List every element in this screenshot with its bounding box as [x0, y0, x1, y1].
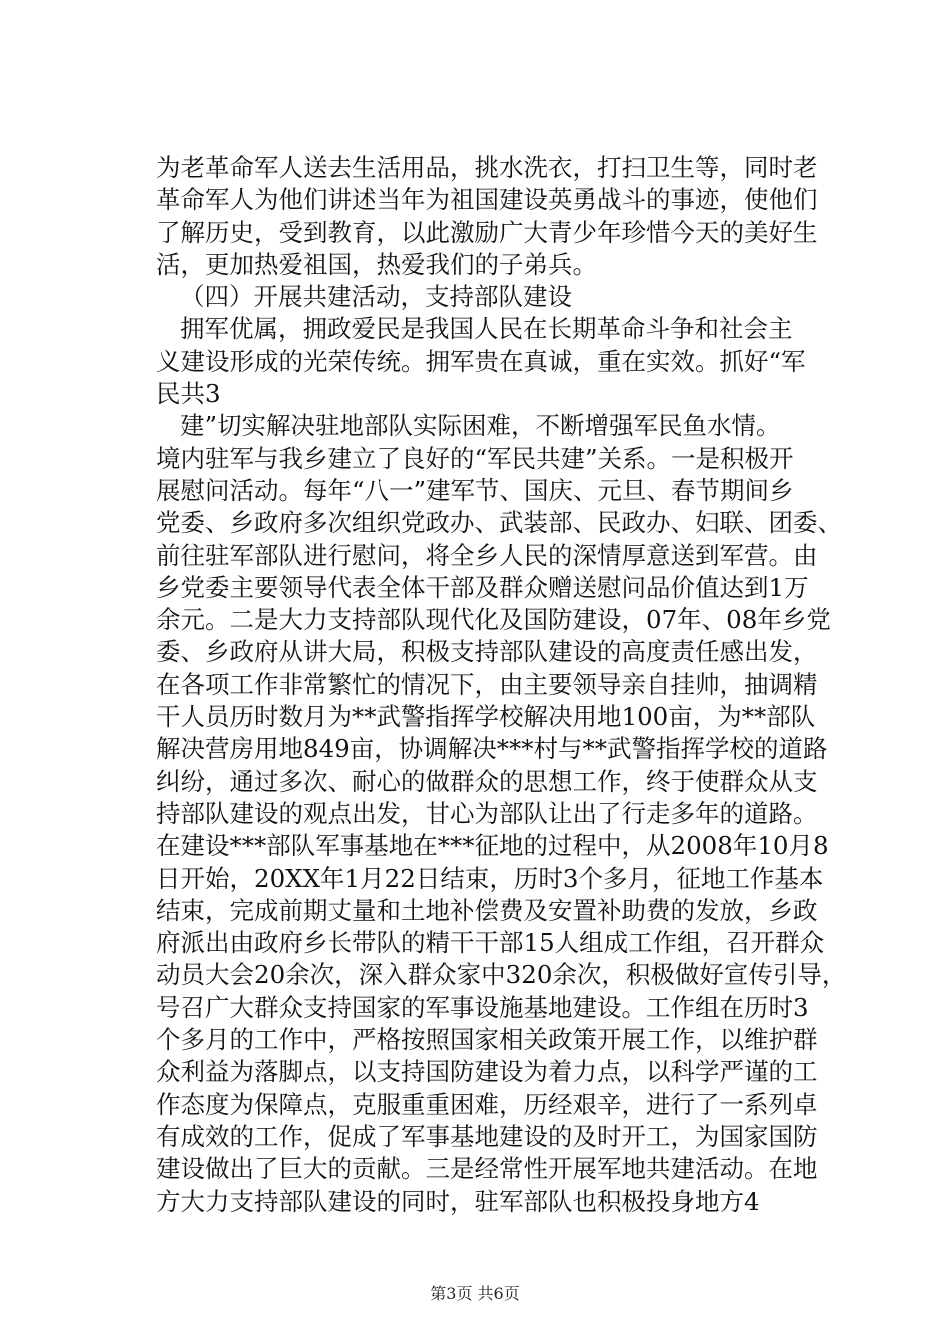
- text-line: 号召广大群众支持国家的军事设施基地建设。工作组在历时3: [156, 992, 809, 1022]
- page-footer: 第3页 共6页: [430, 1284, 520, 1303]
- text-line: 持部队建设的观点出发，甘心为部队让出了行走多年的道路。: [156, 798, 818, 828]
- text-line: 在建设***部队军事基地在***征地的过程中，从2008年10月8: [156, 831, 829, 861]
- text-line: 府派出由政府乡长带队的精干干部15人组成工作组，召开群众: [156, 928, 825, 958]
- text-line: 动员大会20余次，深入群众家中320余次，积极做好宣传引导，: [156, 960, 847, 990]
- text-line: 了解历史，受到教育，以此激励广大青少年珍惜今天的美好生: [156, 217, 818, 247]
- text-line: 乡党委主要领导代表全体干部及群众赠送慰问品价值达到1万: [156, 572, 809, 602]
- text-line: 干人员历时数月为**武警指挥学校解决用地100亩，为**部队: [156, 702, 816, 732]
- text-line: 展慰问活动。每年“八一”建军节、国庆、元旦、春节期间乡: [156, 475, 794, 505]
- text-line: 活，更加热爱祖国，热爱我们的子弟兵。: [156, 249, 597, 279]
- text-line: 个多月的工作中，严格按照国家相关政策开展工作，以维护群: [156, 1025, 818, 1055]
- text-line: 党委、乡政府多次组织党政办、武装部、民政办、妇联、团委、: [156, 508, 842, 538]
- text-line: 在各项工作非常繁忙的情况下，由主要领导亲自挂帅，抽调精: [156, 669, 818, 699]
- text-line: 解决营房用地849亩，协调解决***村与**武警指挥学校的道路: [156, 734, 828, 764]
- document-body: [156, 152, 847, 1218]
- text-line: 建设做出了巨大的贡献。三是经常性开展军地共建活动。在地: [156, 1154, 818, 1184]
- text-line: 拥军优属，拥政爱民是我国人民在长期革命斗争和社会主: [180, 314, 793, 344]
- text-line: 日开始，20XX年1月22日结束，历时3个多月，征地工作基本: [156, 863, 824, 893]
- text-line: 革命军人为他们讲述当年为祖国建设英勇战斗的事迹，使他们: [156, 185, 818, 215]
- text-line: 结束，完成前期丈量和土地补偿费及安置补助费的发放，乡政: [156, 895, 818, 925]
- text-line: 义建设形成的光荣传统。拥军贵在真诚，重在实效。抓好“军: [156, 346, 806, 376]
- text-line: 作态度为保障点，克服重重困难，历经艰辛，进行了一系列卓: [156, 1089, 818, 1119]
- text-line: 境内驻军与我乡建立了良好的“军民共建”关系。一是积极开: [156, 443, 794, 473]
- text-line: 众利益为落脚点，以支持国防建设为着力点，以科学严谨的工: [156, 1057, 818, 1087]
- text-line: 委、乡政府从讲大局，积极支持部队建设的高度责任感出发，: [156, 637, 818, 667]
- text-line: 方大力支持部队建设的同时，驻军部队也积极投身地方4: [156, 1186, 760, 1216]
- section-heading: （四）开展共建活动，支持部队建设: [180, 282, 572, 312]
- text-line: 前往驻军部队进行慰问，将全乡人民的深情厚意送到军营。由: [156, 540, 818, 570]
- text-line: 余元。二是大力支持部队现代化及国防建设，07年、08年乡党: [156, 605, 831, 635]
- text-line: 建”切实解决驻地部队实际困难，不断增强军民鱼水情。: [180, 411, 781, 441]
- text-line: 为老革命军人送去生活用品，挑水洗衣，打扫卫生等，同时老: [156, 153, 818, 182]
- text-line: 有成效的工作，促成了军事基地建设的及时开工，为国家国防: [156, 1121, 818, 1151]
- text-line: 纠纷，通过多次、耐心的做群众的思想工作，终于使群众从支: [156, 766, 818, 796]
- text-line: 民共3: [156, 379, 221, 409]
